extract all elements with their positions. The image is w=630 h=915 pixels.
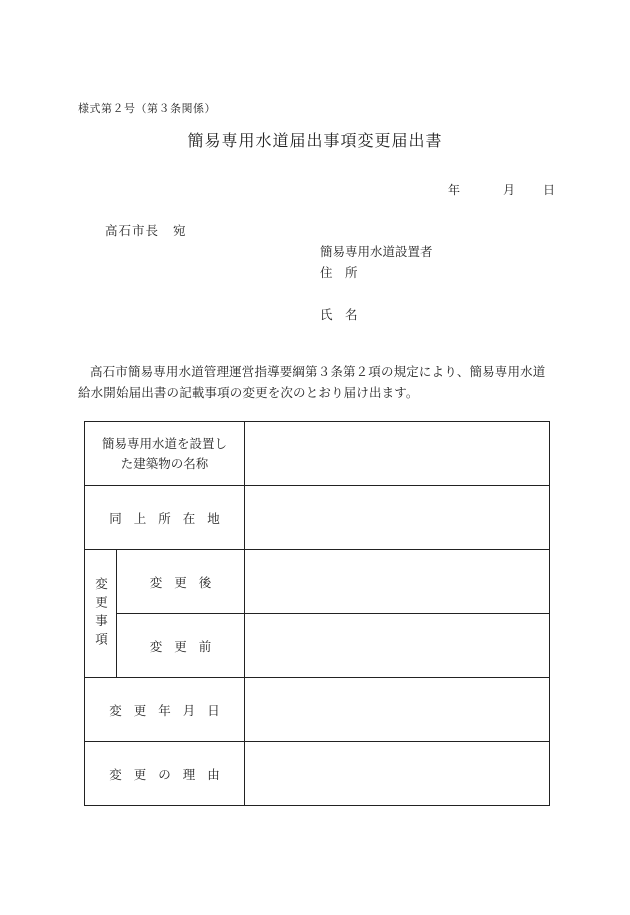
- applicant-role: 簡易専用水道設置者: [320, 244, 433, 259]
- after-change-label: 変更後: [117, 550, 245, 614]
- change-date-field[interactable]: [245, 678, 550, 742]
- form-number: 様式第２号（第３条関係）: [78, 102, 216, 115]
- location-label: 同上所在地: [85, 486, 245, 550]
- change-items-text: 変更事項: [93, 576, 109, 651]
- table-row: [85, 550, 550, 614]
- date-year-label: 年: [447, 183, 460, 197]
- after-change-field[interactable]: [245, 550, 550, 614]
- change-reason-label: 変更の理由: [85, 742, 245, 806]
- applicant-block: [320, 241, 433, 325]
- applicant-name-label: 氏 名: [320, 307, 358, 322]
- table-row: [85, 742, 550, 806]
- change-items-label: [85, 550, 117, 678]
- date-line: [448, 181, 555, 198]
- change-reason-field[interactable]: [245, 742, 550, 806]
- table-row: [85, 422, 550, 486]
- table-row: [85, 614, 550, 678]
- table-row: [85, 486, 550, 550]
- building-name-line2: た建築物の名称: [120, 455, 209, 471]
- document-title: 簡易専用水道届出事項変更届出書: [187, 131, 443, 150]
- before-change-field[interactable]: [245, 614, 550, 678]
- location-field[interactable]: [245, 486, 550, 550]
- form-table: [84, 421, 550, 806]
- addressee-honorific: 宛: [173, 223, 187, 238]
- before-change-label: 変更前: [117, 614, 245, 678]
- building-name-line1: 簡易専用水道を設置し: [102, 435, 228, 451]
- date-month-label: 月: [502, 183, 515, 197]
- addressee-name: 高石市長: [105, 223, 160, 238]
- table-row: [85, 678, 550, 742]
- date-day-label: 日: [542, 183, 555, 197]
- change-date-label: 変更年月日: [85, 678, 245, 742]
- building-name-label: [85, 422, 245, 486]
- body-text: 高石市簡易専用水道管理運営指導要綱第３条第２項の規定により、簡易専用水道給水開始届出書の記載事項の変更を次のとおり届け出ます。: [78, 364, 546, 400]
- addressee: [105, 221, 187, 239]
- applicant-address-label: 住 所: [320, 265, 358, 280]
- building-name-field[interactable]: [245, 422, 550, 486]
